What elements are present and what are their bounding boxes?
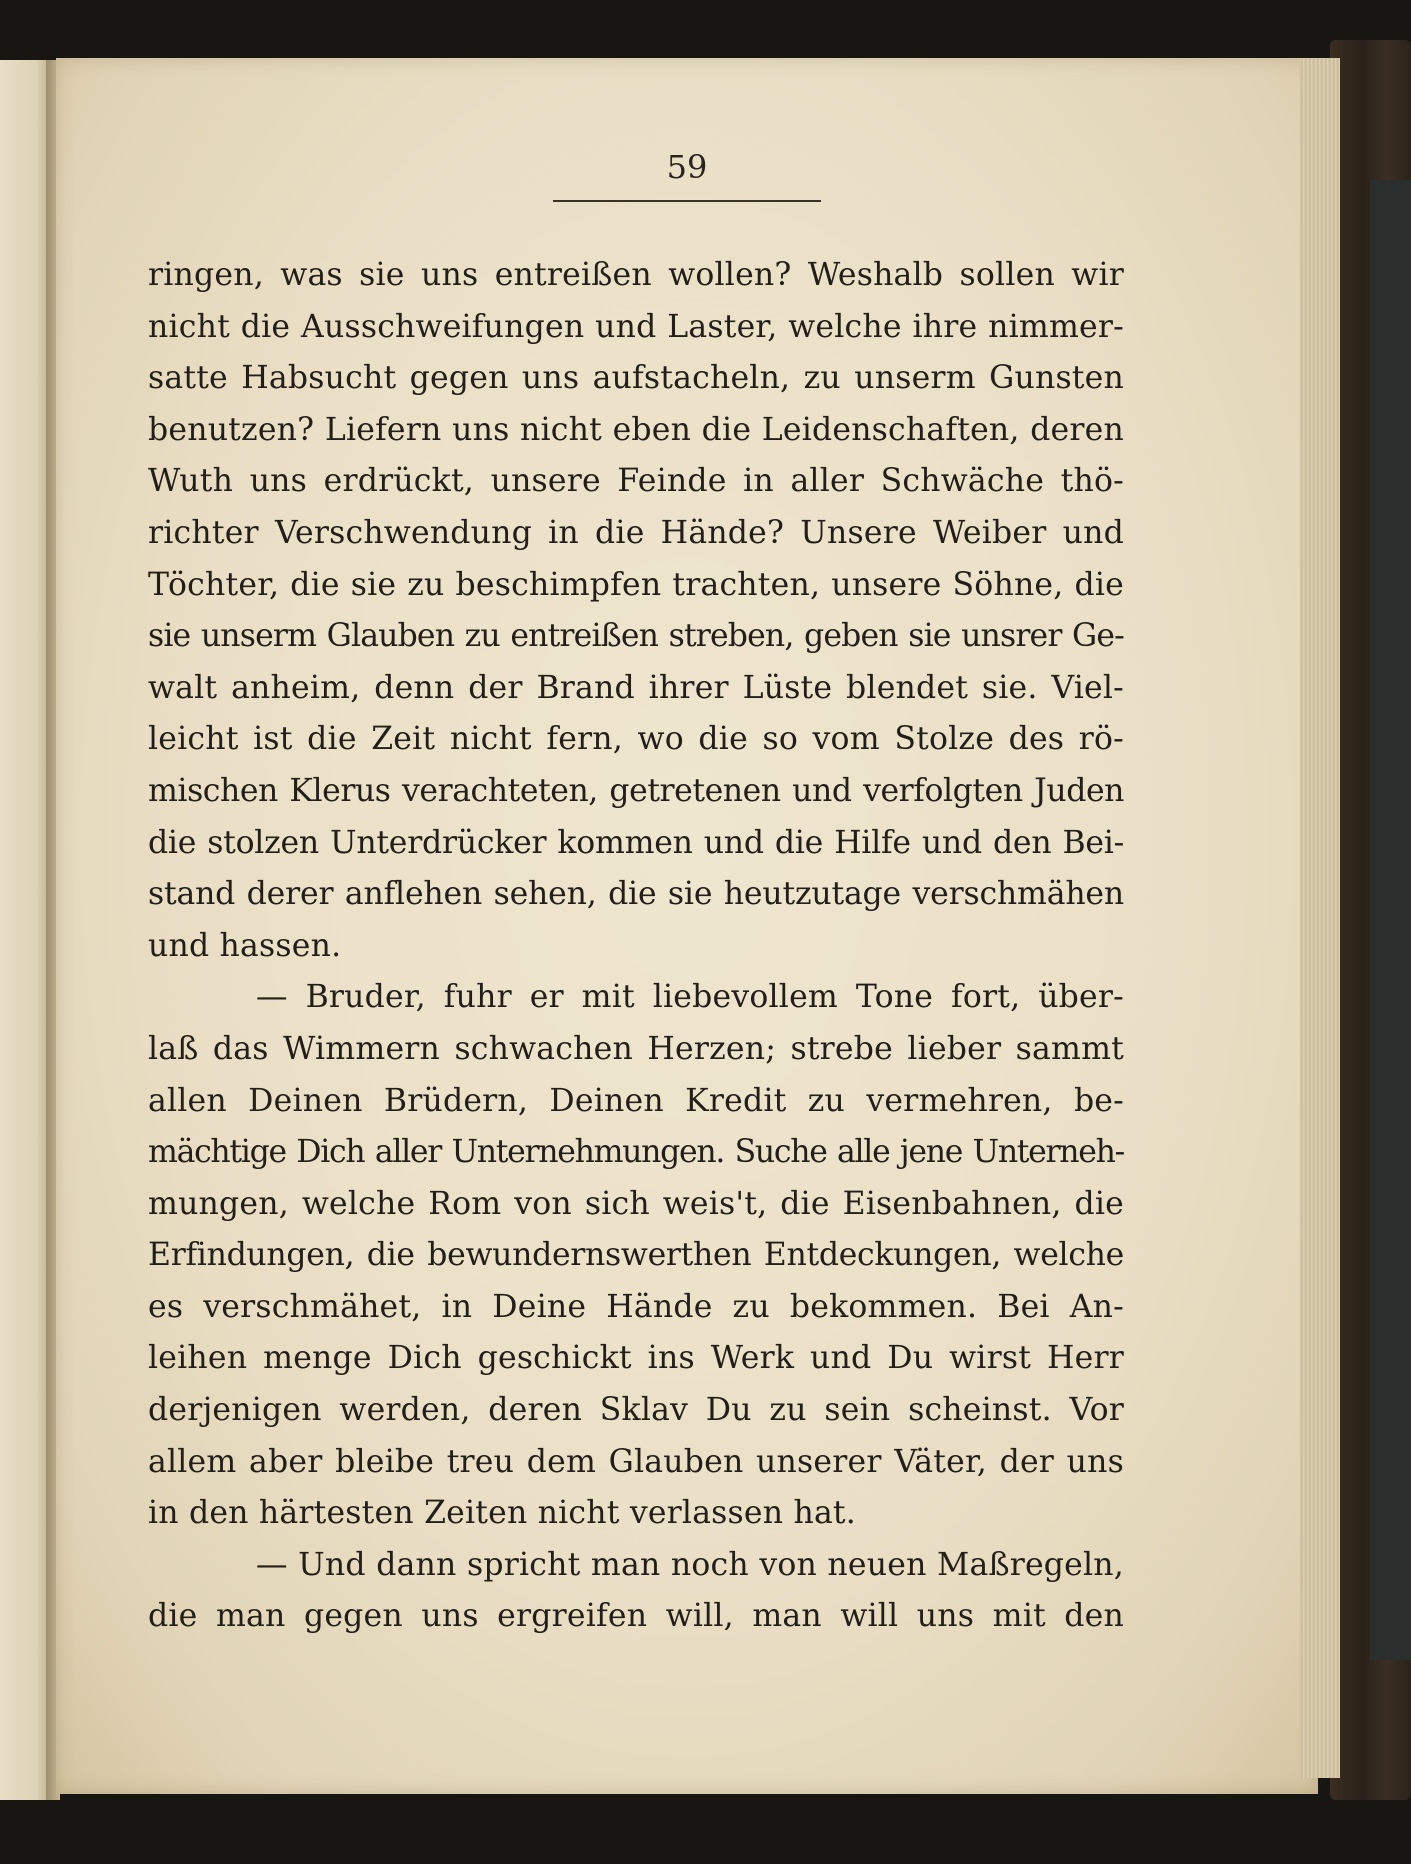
header-rule bbox=[553, 200, 821, 202]
text-line: Töchter, die sie zu beschimpfen trachten, unsere Söhne, die bbox=[148, 566, 1124, 603]
text-line: ringen, was sie uns entreißen wollen? Weshalb sollen wir bbox=[148, 257, 1124, 293]
page-stack-edge bbox=[1300, 58, 1340, 1778]
text-line: und hassen. bbox=[148, 927, 342, 964]
text-line: laß das Wimmern schwachen Herzen; strebe lieber sammt bbox=[148, 1030, 1124, 1067]
text-line: mungen, welche Rom von sich weis't, die Eisenbahnen, die bbox=[148, 1185, 1124, 1222]
text-line: walt anheim, denn der Brand ihrer Lüste blendet sie. Viel- bbox=[148, 669, 1124, 706]
text-line: mischen Klerus verachteten, getretenen und verfolgten Juden bbox=[148, 772, 1124, 809]
text-line: leihen menge Dich geschickt ins Werk und Du wirst Herr bbox=[148, 1340, 1124, 1377]
facing-page-edge bbox=[0, 60, 52, 1800]
book-cover-dark-strip bbox=[1370, 180, 1411, 1660]
body-text bbox=[148, 250, 1124, 1643]
page-number: 59 bbox=[666, 148, 708, 186]
text-line: es verschmähet, in Deine Hände zu bekommen. Bei An- bbox=[148, 1288, 1124, 1325]
text-line: — Bruder, fuhr er mit liebevollem Tone fort, über- bbox=[256, 979, 1124, 1016]
text-line: allem aber bleibe treu dem Glauben unserer Väter, der uns bbox=[148, 1443, 1124, 1480]
text-line: derjenigen werden, deren Sklav Du zu sein scheinst. Vor bbox=[148, 1392, 1124, 1429]
text-line: satte Habsucht gegen uns aufstacheln, zu unserm Gunsten bbox=[148, 360, 1124, 397]
text-line: Erfindungen, die bewundernswerthen Entdeckungen, welche bbox=[148, 1237, 1124, 1274]
text-line: richter Verschwendung in die Hände? Unsere Weiber und bbox=[148, 514, 1124, 551]
text-line: die man gegen uns ergreifen will, man will uns mit den bbox=[148, 1598, 1124, 1635]
text-line: allen Deinen Brüdern, Deinen Kredit zu vermehren, be- bbox=[148, 1082, 1124, 1119]
text-line: — Und dann spricht man noch von neuen Maßregeln, bbox=[256, 1546, 1124, 1583]
text-line: benutzen? Liefern uns nicht eben die Leidenschaften, deren bbox=[148, 411, 1124, 448]
text-line: sie unserm Glauben zu entreißen streben, geben sie unsrer Ge- bbox=[148, 618, 1124, 655]
text-line: mächtige Dich aller Unternehmungen. Suche alle jene Unterneh- bbox=[148, 1134, 1124, 1171]
text-line: stand derer anflehen sehen, die sie heutzutage verschmähen bbox=[148, 876, 1124, 913]
text-line: die stolzen Unterdrücker kommen und die Hilfe und den Bei- bbox=[148, 824, 1124, 861]
text-line: in den härtesten Zeiten nicht verlassen hat. bbox=[148, 1495, 856, 1532]
text-line: leicht ist die Zeit nicht fern, wo die so vom Stolze des rö- bbox=[148, 721, 1124, 758]
text-line: Wuth uns erdrückt, unsere Feinde in aller Schwäche thö- bbox=[148, 463, 1124, 500]
text-line: nicht die Ausschweifungen und Laster, welche ihre nimmer- bbox=[148, 308, 1124, 345]
page bbox=[56, 58, 1318, 1794]
